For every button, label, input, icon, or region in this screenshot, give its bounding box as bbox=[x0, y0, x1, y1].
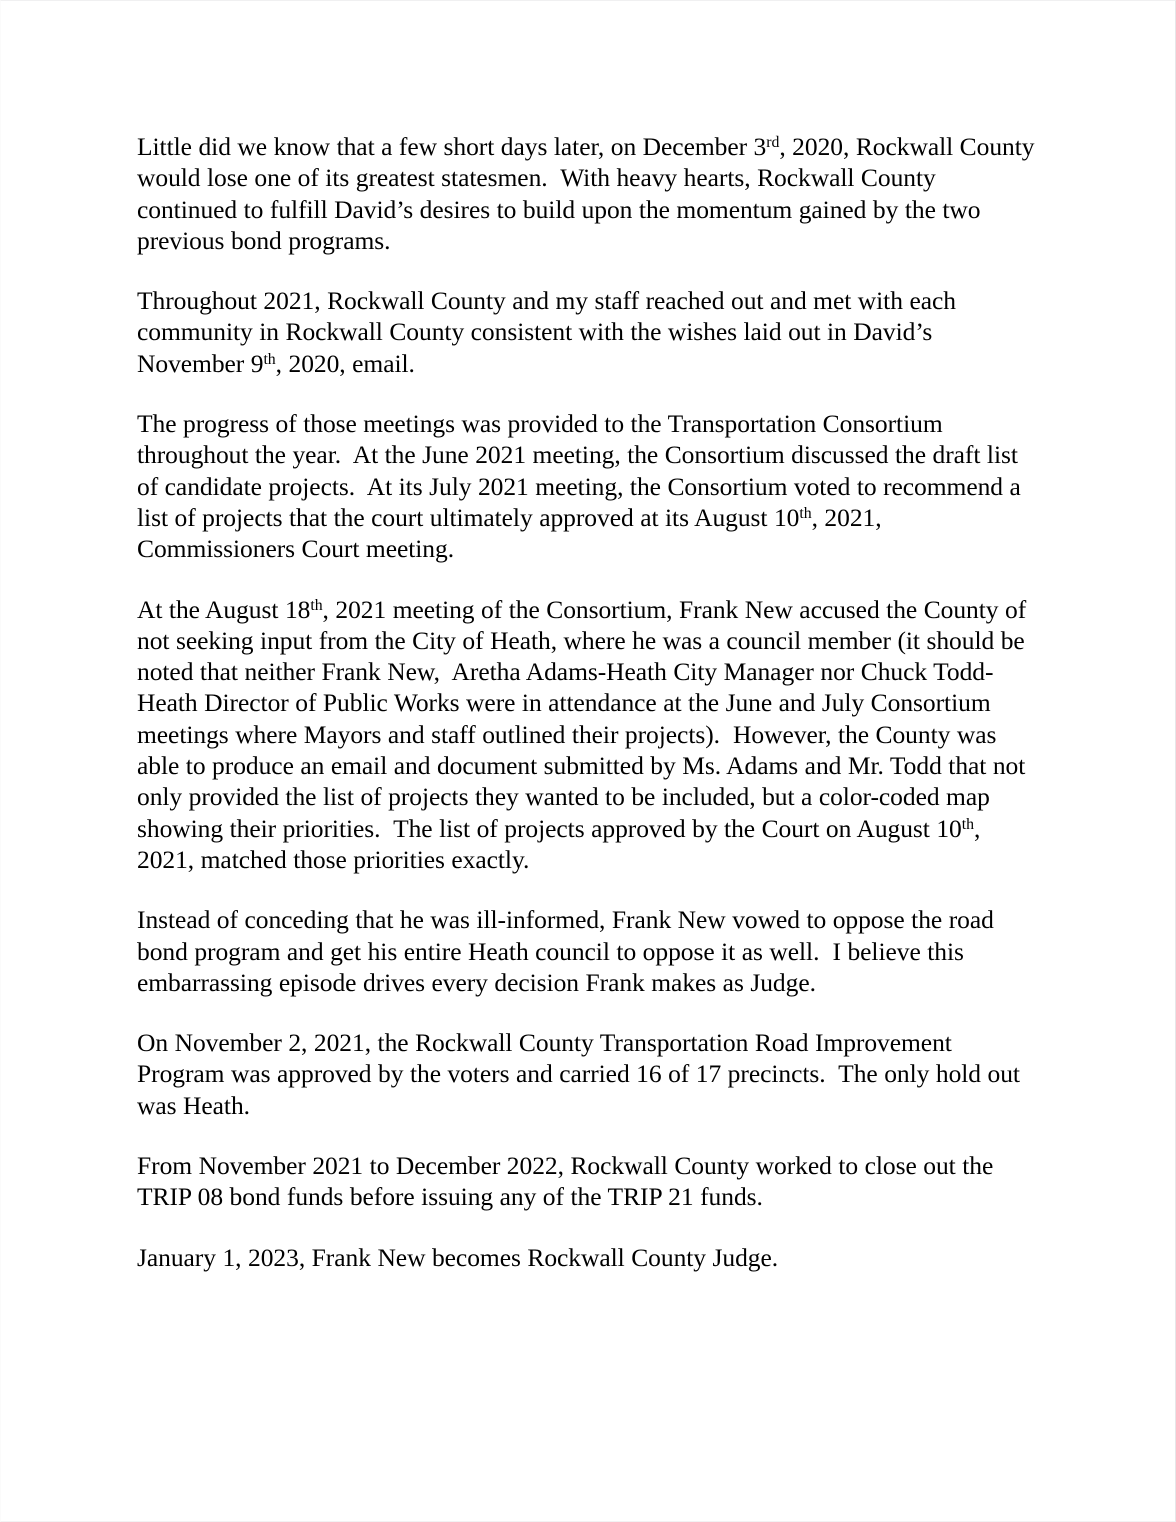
text-run: Little did we know that a few short days later, on December 3 bbox=[137, 132, 767, 161]
text-run: , 2021, Commissioners Court meeting. bbox=[137, 502, 889, 564]
ordinal-suffix: th bbox=[310, 596, 323, 614]
text-run: From November 2021 to December 2022, Rockwall County worked to close out the TRIP 08 bond funds before issuing any of the TRIP 21 funds. bbox=[137, 1151, 1000, 1212]
paragraph bbox=[137, 904, 1039, 998]
ordinal-suffix: th bbox=[799, 504, 812, 522]
ordinal-suffix: th bbox=[263, 350, 276, 368]
paragraph bbox=[137, 1242, 1039, 1273]
paragraph bbox=[137, 131, 1042, 256]
text-run: Throughout 2021, Rockwall County and my staff reached out and met with each community in Rockwall County consistent with the wishes laid out in David’s November 9 bbox=[137, 286, 963, 378]
text-run: On November 2, 2021, the Rockwall County Transportation Road Improvement Program was approved by the voters and carried 16 of 17 precincts. The only hold out was Heath. bbox=[137, 1028, 1027, 1120]
ordinal-suffix: rd bbox=[766, 133, 780, 151]
text-run: , 2020, email. bbox=[275, 348, 415, 378]
paragraph bbox=[137, 1150, 1039, 1213]
text-run: , 2021 meeting of the Consortium, Frank New accused the County of not seeking input from the City of Heath, where he was a council member (it should be noted that neither Frank New, Aretha Adams-Heath City Manager nor Chuck Todd-Heath Director of Public Works were in attendance at the June and July Consortium meetings where Mayors and staff outlined their projects). However, the County was able to produce an email and document submitted by Ms. Adams and Mr. Todd that not only provided the list of projects they wanted to be included, but a color-coded map showing their priorities. The list of projects approved by the Court on August 10 bbox=[137, 594, 1033, 843]
paragraph bbox=[137, 408, 1039, 564]
text-run: , 2020, Rockwall County would lose one of its greatest statesmen. With heavy hearts, Rockwall County continued to fulfill David’s desires to build upon the momentum gained by the two previous bond programs. bbox=[137, 132, 1042, 255]
paragraph bbox=[137, 1027, 1039, 1121]
text-run: , 2021, matched those priorities exactly. bbox=[137, 813, 987, 874]
text-run: January 1, 2023, Frank New becomes Rockwall County Judge. bbox=[137, 1242, 779, 1272]
document-text-body bbox=[137, 131, 1042, 1273]
text-run: Instead of conceding that he was ill-informed, Frank New vowed to oppose the road bond program and get his entire Heath council to oppose it as well. I believe this embarrassing episode drives every decision Frank makes as Judge. bbox=[137, 905, 1001, 997]
text-run: At the August 18 bbox=[137, 594, 311, 624]
paragraph bbox=[137, 285, 1039, 379]
text-run: The progress of those meetings was provided to the Transportation Consortium throughout the year. At the June 2021 meeting, the Consortium discussed the draft list of candidate projects. At its July 2021 meeting, the Consortium voted to recommend a list of projects that the court ultimately approved at its August 10 bbox=[137, 409, 1028, 532]
ordinal-suffix: th bbox=[961, 815, 974, 833]
paragraph bbox=[137, 594, 1039, 876]
